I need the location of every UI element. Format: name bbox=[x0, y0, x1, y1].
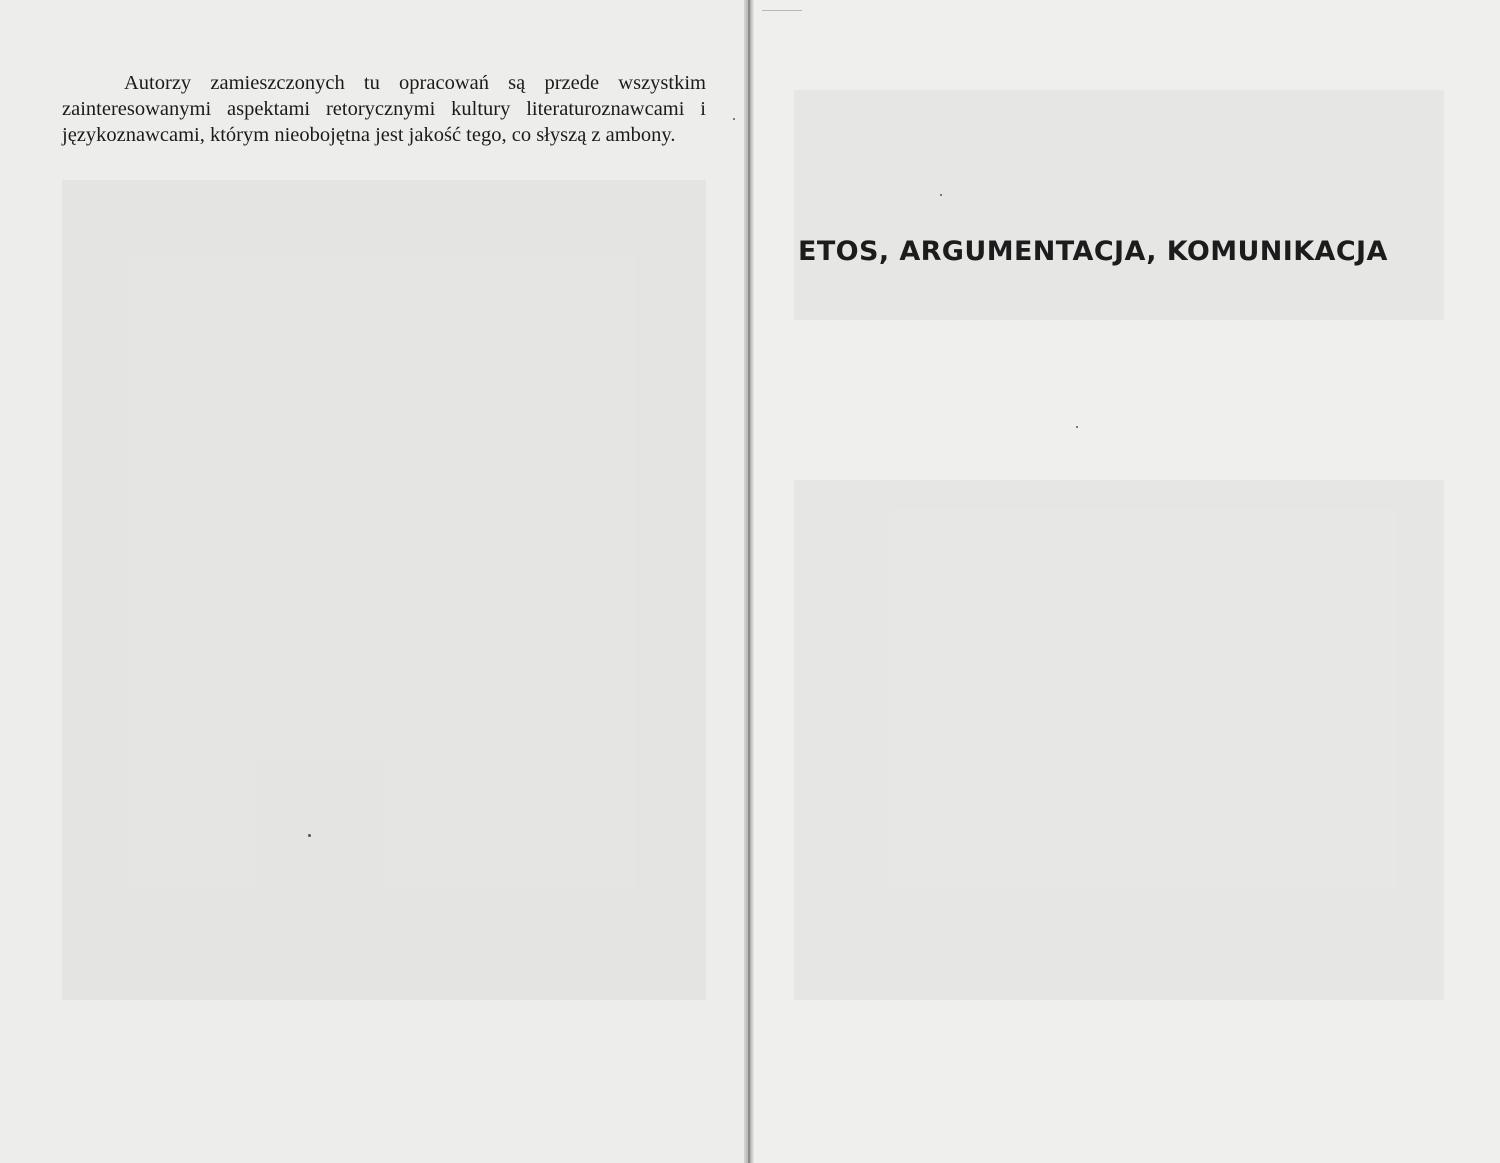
intro-paragraph bbox=[62, 70, 706, 148]
show-through-block bbox=[794, 90, 1444, 320]
scan-speck bbox=[733, 118, 735, 120]
left-page bbox=[0, 0, 748, 1163]
right-page bbox=[754, 0, 1500, 1163]
intro-paragraph-text: Autorzy zamieszczonych tu opracowań są przede wszystkim zainteresowanymi aspektami retorycznymi kultury literaturoznawcami i językoznawcami, którym nieobojętna jest jakość tego, co słyszą z ambony. bbox=[62, 72, 706, 146]
book-spine-line bbox=[748, 0, 750, 1163]
section-title: ETOS, ARGUMENTACJA, KOMUNIKACJA bbox=[798, 236, 1388, 267]
show-through-block bbox=[794, 480, 1444, 1000]
show-through-block bbox=[62, 180, 706, 1000]
scan-speck bbox=[940, 194, 942, 196]
scan-speck bbox=[1076, 426, 1078, 428]
scan-speck bbox=[308, 834, 311, 837]
page-edge-mark bbox=[762, 10, 802, 11]
